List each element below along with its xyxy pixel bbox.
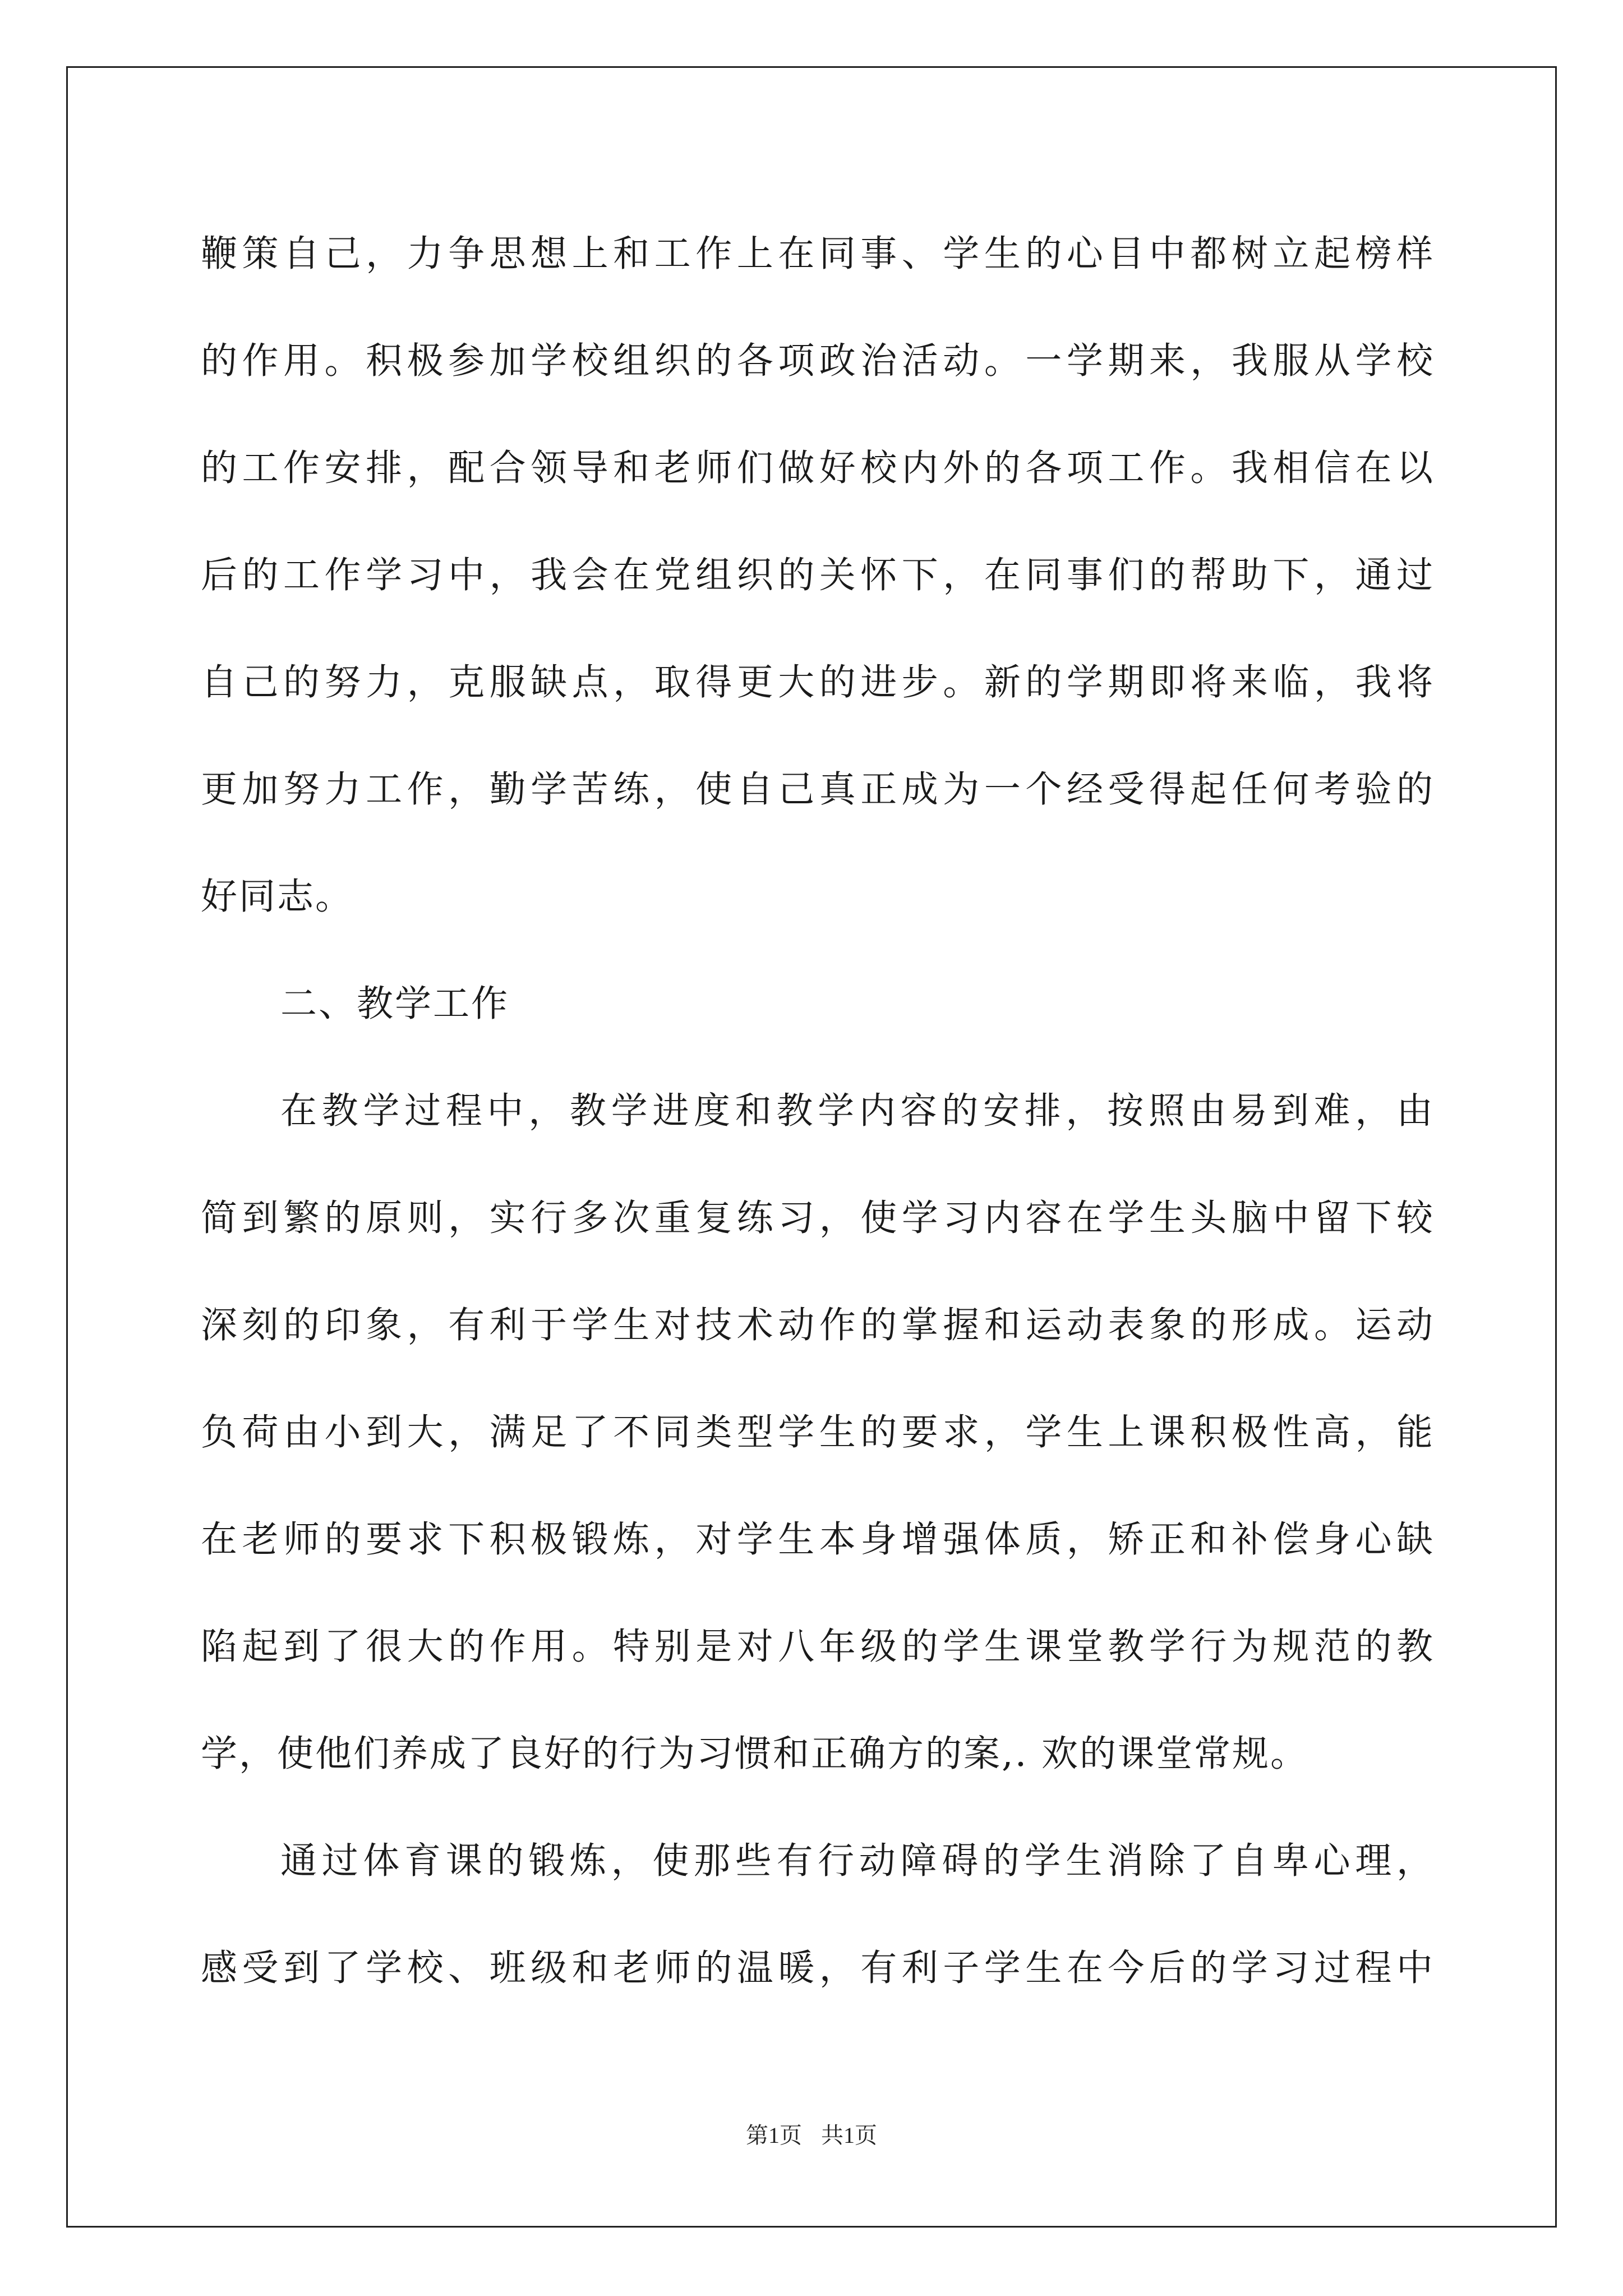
text-line-content: 通过体育课的锻炼，使那些有行动障碍的学生消除了自卑心理， — [280, 1839, 1435, 1882]
page-number: 第1页 — [746, 2123, 802, 2148]
text-line — [201, 1696, 1435, 1803]
page-total: 共1页 — [821, 2123, 877, 2148]
text-line-content: 感受到了学校、班级和老师的温暖，有利子学生在今后的学习过程中 — [201, 1947, 1435, 1989]
text-line — [201, 1161, 1435, 1268]
text-line — [201, 1053, 1435, 1161]
text-line-content: 的工作安排，配合领导和老师们做好校内外的各项工作。我相信在以 — [201, 447, 1435, 489]
text-line — [201, 1589, 1435, 1696]
text-line — [201, 196, 1435, 303]
text-line — [201, 946, 1435, 1053]
text-line — [201, 625, 1435, 732]
text-line-content: 的作用。积极参加学校组织的各项政治活动。一学期来，我服从学校 — [201, 339, 1435, 382]
text-line — [201, 1375, 1435, 1482]
text-line-content: 陷起到了很大的作用。特别是对八年级的学生课堂教学行为规范的教 — [201, 1625, 1435, 1668]
text-line — [201, 1268, 1435, 1375]
text-line-content: 自己的努力，克服缺点，取得更大的进步。新的学期即将来临，我将 — [201, 661, 1435, 703]
text-line-content: 更加努力工作，勤学苦练，使自己真正成为一个经受得起任何考验的 — [201, 768, 1435, 811]
text-line-content: 在教学过程中，教学进度和教学内容的安排，按照由易到难，由 — [280, 1089, 1435, 1132]
text-line-content: 后的工作学习中，我会在党组织的关怀下，在同事们的帮助下，通过 — [201, 554, 1435, 596]
text-line — [201, 839, 1435, 946]
text-line — [201, 411, 1435, 518]
text-line-content: 二、教学工作 — [280, 982, 510, 1025]
text-line — [201, 303, 1435, 411]
text-line — [201, 1803, 1435, 1911]
text-line-content: 深刻的印象，有利于学生对技术动作的掌握和运动表象的形成。运动 — [201, 1304, 1435, 1346]
text-line — [201, 518, 1435, 625]
text-line-content: 鞭策自己，力争思想上和工作上在同事、学生的心目中都树立起榜样 — [201, 232, 1435, 275]
document-body — [201, 196, 1435, 2018]
text-line-content: 在老师的要求下积极锻炼，对学生本身增强体质，矫正和补偿身心缺 — [201, 1518, 1435, 1561]
text-line — [201, 1482, 1435, 1589]
text-line-content: 负荷由小到大，满足了不同类型学生的要求，学生上课积极性高，能 — [201, 1411, 1435, 1453]
text-line-content: 简到繁的原则，实行多次重复练习，使学习内容在学生头脑中留下较 — [201, 1197, 1435, 1239]
text-line — [201, 1911, 1435, 2018]
text-line-content: 好同志。 — [201, 875, 354, 918]
text-line-content: 学，使他们养成了良好的行为习惯和正确方的案,. 欢的课堂常规。 — [201, 1732, 1308, 1775]
text-line — [201, 732, 1435, 839]
page-footer — [0, 2118, 1623, 2150]
